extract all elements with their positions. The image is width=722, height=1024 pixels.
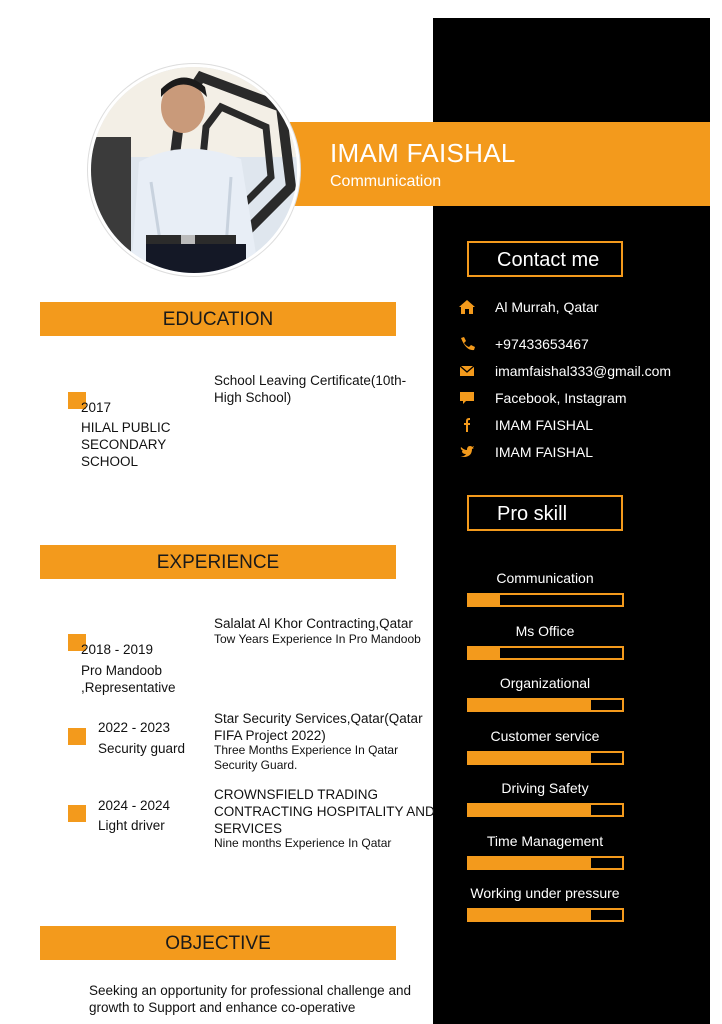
skills-heading: Pro skill xyxy=(497,503,568,525)
contact-heading-box xyxy=(467,241,623,277)
objective-text xyxy=(89,982,411,1016)
skill-bar xyxy=(467,908,624,922)
skill-bar-fill xyxy=(469,595,500,605)
detail-line: School Leaving Certificate(10th- xyxy=(214,373,407,388)
school-line: SCHOOL xyxy=(81,454,139,469)
person-name: IMAM FAISHAL xyxy=(330,138,516,168)
role-line: Security guard xyxy=(98,741,186,756)
experience-bullet xyxy=(68,805,86,822)
contact-label: IMAM FAISHAL xyxy=(495,417,594,433)
objective-line: Seeking an opportunity for professional challenge and xyxy=(89,983,411,998)
person-title: Communication xyxy=(330,173,442,190)
education-school xyxy=(81,419,171,470)
company-line: FIFA Project 2022) xyxy=(214,728,326,743)
objective-line: growth to Support and enhance co-operative xyxy=(89,1000,356,1015)
email-icon xyxy=(458,363,476,379)
contact-label: imamfaishal333@gmail.com xyxy=(495,363,672,379)
skill-label: Working under pressure xyxy=(470,885,620,901)
education-year: 2017 xyxy=(81,400,112,415)
experience-years: 2024 - 2024 xyxy=(98,798,171,813)
experience-detail xyxy=(214,743,398,773)
skill-bar xyxy=(467,593,624,607)
skill-label: Ms Office xyxy=(515,622,575,639)
experience-role xyxy=(98,740,185,757)
detail-line: High School) xyxy=(214,390,292,405)
contact-label: Al Murrah, Qatar xyxy=(495,299,599,315)
twitter-icon xyxy=(458,444,476,460)
skill-bar xyxy=(467,698,624,712)
education-heading: EDUCATION xyxy=(162,309,274,330)
skill-bar-fill xyxy=(469,753,591,763)
experience-company xyxy=(214,615,413,632)
role-line: Light driver xyxy=(98,818,165,833)
skill-label: Customer service xyxy=(490,727,600,744)
experience-company xyxy=(214,710,423,744)
skill-bar xyxy=(467,803,624,817)
company-line: Salalat Al Khor Contracting,Qatar xyxy=(214,616,413,631)
company-line: CONTRACTING HOSPITALITY AND xyxy=(214,804,435,819)
skill-bar xyxy=(467,856,624,870)
detail-line: Nine months Experience In Qatar xyxy=(214,836,392,850)
skill-label: Communication xyxy=(496,570,594,586)
contact-label: +97433653467 xyxy=(495,336,589,352)
phone-icon xyxy=(458,336,476,352)
experience-heading: EXPERIENCE xyxy=(156,552,280,573)
school-line: SECONDARY xyxy=(81,437,167,452)
detail-line: Security Guard. xyxy=(214,758,298,772)
contact-heading: Contact me xyxy=(497,249,600,271)
experience-company xyxy=(214,786,435,837)
experience-detail xyxy=(214,836,391,851)
skill-bar-fill xyxy=(469,700,591,710)
experience-bullet xyxy=(68,728,86,745)
company-line: CROWNSFIELD TRADING xyxy=(214,787,379,802)
company-line: SERVICES xyxy=(214,821,283,836)
skill-bar-fill xyxy=(469,805,591,815)
education-detail xyxy=(214,372,406,406)
chat-icon xyxy=(458,390,476,406)
role-line: ,Representative xyxy=(81,680,176,695)
skill-bar-fill xyxy=(469,648,500,658)
skill-label: Time Management xyxy=(486,832,604,849)
experience-role xyxy=(98,817,165,834)
role-line: Pro Mandoob xyxy=(81,663,163,678)
profile-photo-image xyxy=(91,67,297,273)
experience-detail xyxy=(214,632,421,647)
detail-line: Three Months Experience In Qatar xyxy=(214,743,399,757)
contact-label: IMAM FAISHAL xyxy=(495,444,594,460)
skill-bar xyxy=(467,751,624,765)
school-line: HILAL PUBLIC xyxy=(81,420,171,435)
company-line: Star Security Services,Qatar(Qatar xyxy=(214,711,423,726)
skill-bar xyxy=(467,646,624,660)
skill-bar-fill xyxy=(469,910,591,920)
objective-heading: OBJECTIVE xyxy=(165,933,271,954)
experience-years: 2018 - 2019 xyxy=(81,642,154,657)
home-icon xyxy=(458,299,476,315)
facebook-icon xyxy=(458,417,476,433)
contact-label: Facebook, Instagram xyxy=(495,390,627,406)
experience-role xyxy=(81,662,176,696)
detail-line: Tow Years Experience In Pro Mandoob xyxy=(214,632,421,646)
profile-photo xyxy=(88,64,300,276)
skill-bar-fill xyxy=(469,858,591,868)
skill-label: Organizational xyxy=(499,675,591,691)
skill-label: Driving Safety xyxy=(501,780,589,796)
skills-heading-box xyxy=(467,495,623,531)
experience-years: 2022 - 2023 xyxy=(98,720,171,735)
